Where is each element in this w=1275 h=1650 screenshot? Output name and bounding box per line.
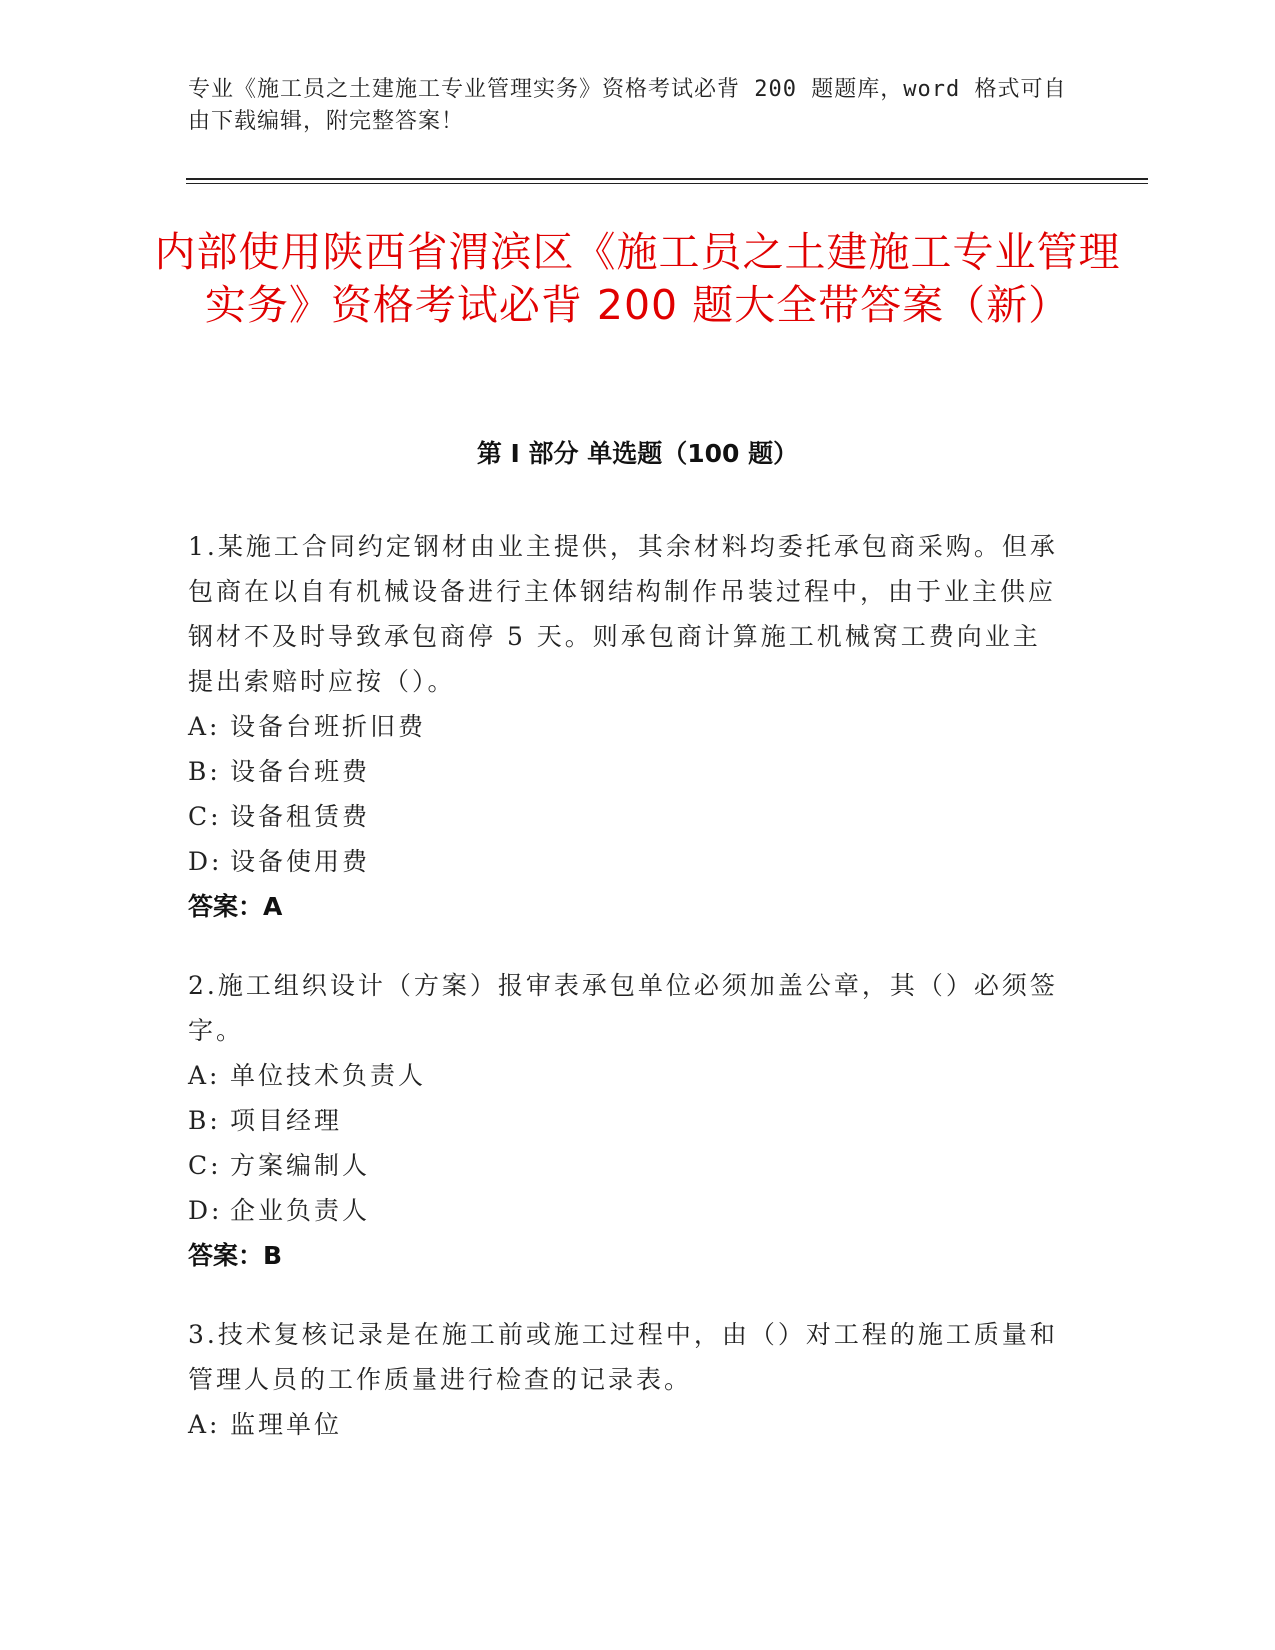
option-letter: A: xyxy=(188,1410,221,1439)
question-stem: 3.技术复核记录是在施工前或施工过程中，由（）对工程的施工质量和管理人员的工作质量进行检查的记录表。 xyxy=(188,1320,1058,1394)
option-a xyxy=(188,1053,1068,1098)
question-3 xyxy=(188,1312,1068,1447)
question-1 xyxy=(188,524,1068,929)
document-title: 内部使用陕西省渭滨区《施工员之土建施工专业管理实务》资格考试必背 200 题大全带答案（新） xyxy=(154,228,1121,329)
option-c xyxy=(188,794,1068,839)
option-letter: A: xyxy=(188,712,221,741)
option-letter: B: xyxy=(188,1106,221,1135)
option-text: 方案编制人 xyxy=(230,1151,371,1180)
option-text: 设备台班折旧费 xyxy=(230,712,427,741)
option-text: 项目经理 xyxy=(230,1106,343,1135)
option-text: 设备租赁费 xyxy=(230,802,371,831)
question-list xyxy=(188,524,1068,1481)
header-note: 专业《施工员之土建施工专业管理实务》资格考试必背 200 题题库，word 格式可自由下载编辑，附完整答案！ xyxy=(188,77,1067,134)
header-rule-thin xyxy=(186,183,1148,184)
option-c xyxy=(188,1143,1068,1188)
question-stem: 1.某施工合同约定钢材由业主提供，其余材料均委托承包商采购。但承包商在以自有机械设备进行主体钢结构制作吊装过程中，由于业主供应钢材不及时导致承包商停 5 天。则承包商计算施工机械窝工费向业主提出索赔时应按（）。 xyxy=(188,532,1058,696)
option-letter: D: xyxy=(188,847,223,876)
option-text: 设备台班费 xyxy=(230,757,371,786)
option-letter: A: xyxy=(188,1061,221,1090)
option-letter: B: xyxy=(188,757,221,786)
option-text: 设备使用费 xyxy=(230,847,371,876)
option-text: 单位技术负责人 xyxy=(230,1061,427,1090)
question-2 xyxy=(188,963,1068,1278)
header-rule-thick xyxy=(186,178,1148,180)
answer-line: 答案：B xyxy=(188,1241,283,1270)
option-text: 企业负责人 xyxy=(230,1196,371,1225)
question-stem: 2.施工组织设计（方案）报审表承包单位必须加盖公章，其（）必须签字。 xyxy=(188,971,1058,1045)
option-text: 监理单位 xyxy=(230,1410,343,1439)
option-letter: D: xyxy=(188,1196,223,1225)
option-b xyxy=(188,1098,1068,1143)
option-d xyxy=(188,1188,1068,1233)
option-d xyxy=(188,839,1068,884)
option-letter: C: xyxy=(188,1151,222,1180)
section-title: 第 I 部分 单选题（100 题） xyxy=(476,439,799,468)
option-letter: C: xyxy=(188,802,222,831)
option-a xyxy=(188,704,1068,749)
option-b xyxy=(188,749,1068,794)
option-a xyxy=(188,1402,1068,1447)
answer-line: 答案：A xyxy=(188,892,283,921)
